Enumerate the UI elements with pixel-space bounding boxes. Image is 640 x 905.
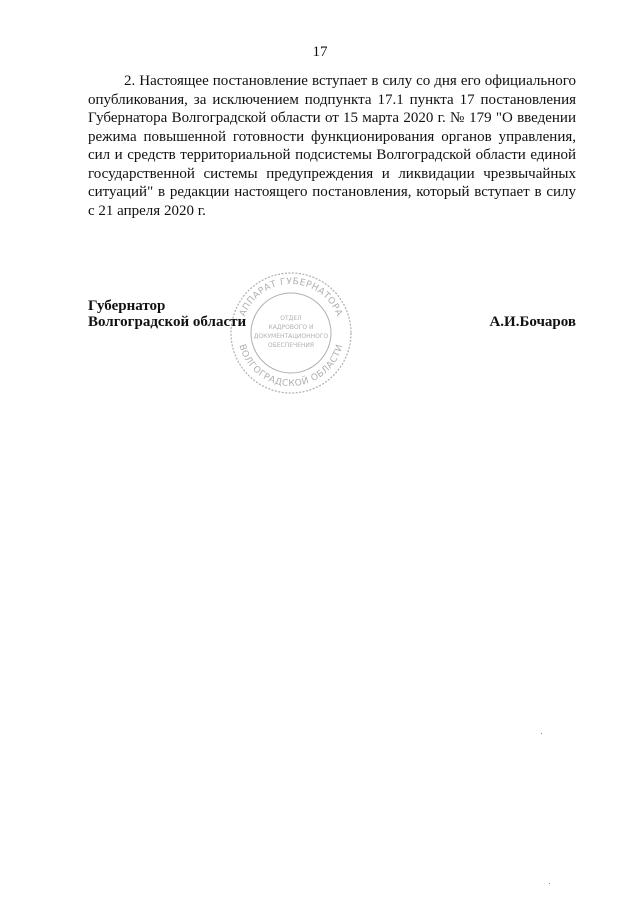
scan-speck xyxy=(549,883,550,884)
stamp-center-line-4: ОБЕСПЕЧЕНИЯ xyxy=(267,342,315,349)
stamp-center-line-3: ДОКУМЕНТАЦИОННОГО xyxy=(253,333,329,340)
stamp-ring-bottom: ВОЛГОГРАДСКОЙ ОБЛАСТИ xyxy=(236,343,346,390)
page-number: 17 xyxy=(312,44,328,60)
official-stamp-seal xyxy=(228,270,354,396)
paragraph-2: 2. Настоящее постановление вступает в силу со дня его официального опубликования, за исключением подпункта 17.1 пункта 17 постановления Губернатора Волгоградской области от 15 марта 2020 г. № 179 "О введении режима повышенной готовности функционирования органов управления, сил и средств территориальной подсистемы Волгоградской области единой государственной системы предупреждения и ликвидации чрезвычайных ситуаций" в редакции настоящего постановления, который вступает в силу с 21 апреля 2020 г. xyxy=(88,73,576,219)
signature-title xyxy=(88,298,246,330)
signature-title-line2: Волгоградской области xyxy=(88,314,247,330)
signature-name: А.И.Бочаров xyxy=(489,314,576,330)
signature-title-line1: Губернатор xyxy=(88,298,166,314)
stamp-ring-top: АППАРАТ ГУБЕРНАТОРА xyxy=(238,276,344,319)
body-text xyxy=(88,72,576,220)
stamp-center-line-1: ОТДЕЛ xyxy=(280,315,302,322)
stamp-center-line-2: КАДРОВОГО И xyxy=(268,324,314,331)
scan-speck xyxy=(541,733,542,734)
